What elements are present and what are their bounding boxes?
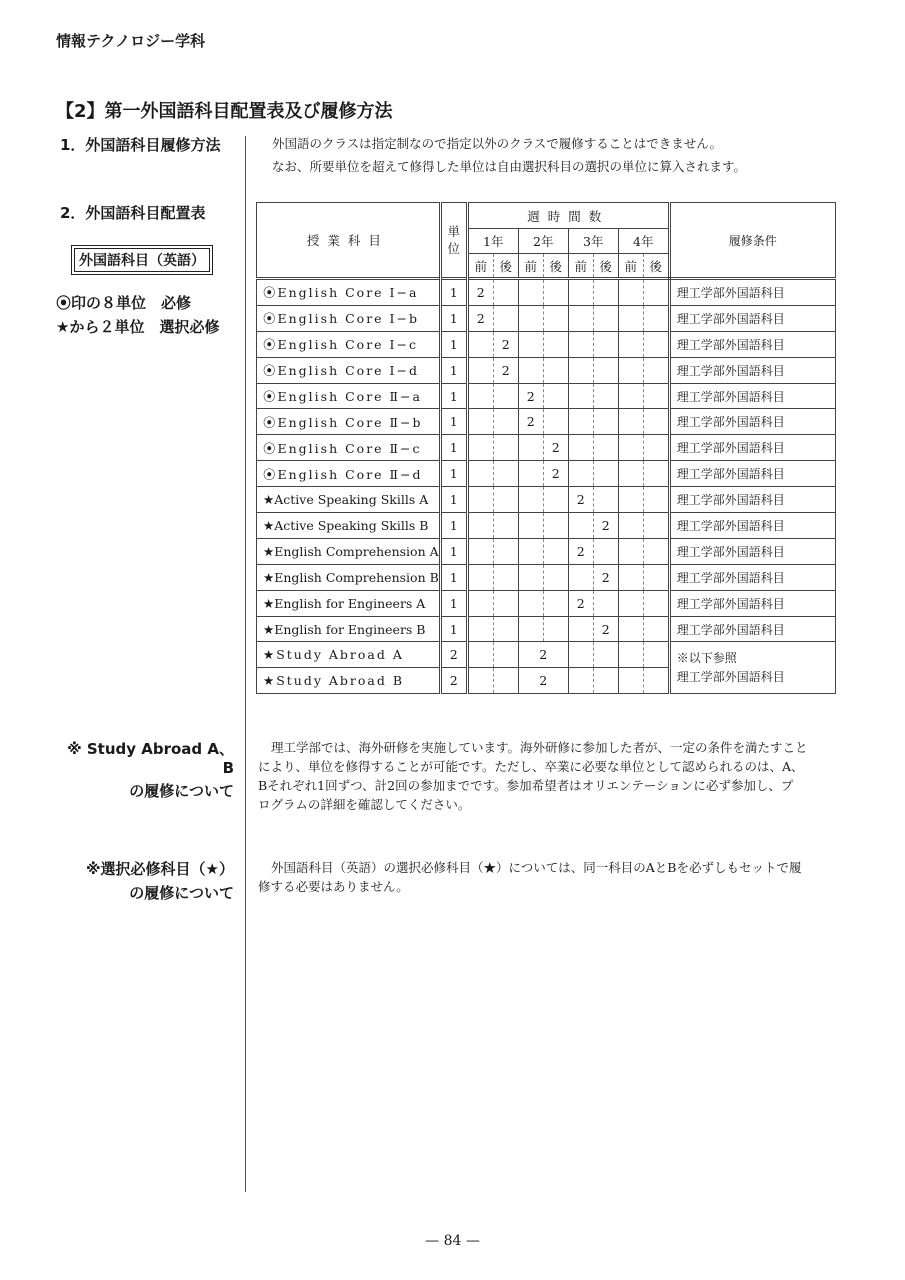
weekly-hours-cell: 2 bbox=[518, 383, 543, 409]
course-units: 1 bbox=[440, 305, 467, 331]
weekly-hours-cell bbox=[467, 409, 493, 435]
weekly-hours-cell bbox=[543, 487, 568, 513]
course-units: 1 bbox=[440, 461, 467, 487]
elective-label-line: の履修について bbox=[129, 884, 234, 902]
study-abroad-label-line: ※ Study Abroad A、B bbox=[67, 740, 234, 777]
placement-label: 2．外国語科目配置表 bbox=[60, 204, 206, 222]
weekly-hours-cell bbox=[643, 383, 669, 409]
weekly-hours-cell bbox=[467, 357, 493, 383]
second-term-header: 後 bbox=[643, 254, 669, 279]
first-term-header: 前 bbox=[618, 254, 643, 279]
weekly-hours-cell bbox=[593, 642, 618, 668]
weekly-hours-cell bbox=[493, 513, 518, 539]
weekly-hours-cell bbox=[493, 616, 518, 642]
year-3-header: 3年 bbox=[568, 229, 618, 254]
study-abroad-line: 理工学部では、海外研修を実施しています。海外研修に参加した者が、一定の条件を満たすこと bbox=[271, 740, 808, 755]
weekly-hours-cell: 2 bbox=[593, 616, 618, 642]
weekly-hours-cell bbox=[618, 564, 643, 590]
course-name: ★English Comprehension B bbox=[257, 564, 441, 590]
table-row bbox=[257, 357, 836, 383]
weekly-hours-cell bbox=[593, 668, 618, 694]
weekly-hours-cell bbox=[493, 590, 518, 616]
weekly-hours-cell: 2 bbox=[543, 461, 568, 487]
weekly-hours-cell bbox=[543, 357, 568, 383]
elective-label-line: ※選択必修科目（★） bbox=[85, 860, 234, 878]
course-units: 1 bbox=[440, 616, 467, 642]
weekly-hours-cell bbox=[493, 383, 518, 409]
weekly-hours-cell bbox=[518, 461, 543, 487]
first-term-header: 前 bbox=[467, 254, 493, 279]
condition-cell: 理工学部外国語科目 bbox=[669, 461, 835, 487]
weekly-hours-cell bbox=[568, 435, 593, 461]
weekly-hours-cell bbox=[643, 279, 669, 306]
method-line: なお、所要単位を超えて修得した単位は自由選択科目の選択の単位に算入されます。 bbox=[272, 159, 747, 174]
table-row bbox=[257, 331, 836, 357]
condition-cell: 理工学部外国語科目 bbox=[669, 513, 835, 539]
weekly-hours-cell bbox=[518, 513, 543, 539]
table-row bbox=[257, 279, 836, 306]
weekly-hours-cell bbox=[543, 564, 568, 590]
condition-note: 理工学部外国語科目 bbox=[676, 669, 785, 684]
elective-line: 外国語科目（英語）の選択必修科目（★）については、同一科目のAとBを必ずしもセットで履 bbox=[271, 860, 802, 875]
table-row bbox=[257, 538, 836, 564]
weekly-hours-cell bbox=[518, 279, 543, 306]
weekly-hours-cell bbox=[618, 357, 643, 383]
study-abroad-line: Bそれぞれ1回ずつ、計2回の参加までです。参加希望者はオリエンテーションに必ず参加し、プ bbox=[258, 778, 794, 793]
weekly-hours-cell bbox=[593, 279, 618, 306]
course-name: ⦿English Core Ⅰ−b bbox=[257, 305, 441, 331]
condition-note: ※以下参照 bbox=[676, 650, 737, 665]
course-units: 1 bbox=[440, 409, 467, 435]
course-units: 2 bbox=[440, 642, 467, 668]
weekly-hours-cell bbox=[593, 383, 618, 409]
course-units: 1 bbox=[440, 383, 467, 409]
study-abroad-text bbox=[258, 738, 834, 814]
weekly-hours-cell: 2 bbox=[467, 305, 493, 331]
weekly-hours-cell bbox=[618, 409, 643, 435]
weekly-hours-cell bbox=[593, 409, 618, 435]
condition-cell: 理工学部外国語科目 bbox=[669, 279, 835, 306]
weekly-hours-cell bbox=[643, 513, 669, 539]
weekly-hours-cell: 2 bbox=[593, 564, 618, 590]
course-name: ★English for Engineers A bbox=[257, 590, 441, 616]
section-title: 【2】第一外国語科目配置表及び履修方法 bbox=[56, 101, 393, 122]
course-table-body bbox=[257, 279, 836, 694]
course-name: ★Active Speaking Skills A bbox=[257, 487, 441, 513]
course-units: 1 bbox=[440, 513, 467, 539]
weekly-hours-cell bbox=[467, 590, 493, 616]
table-row bbox=[257, 642, 836, 668]
course-name: ⦿English Core Ⅱ−c bbox=[257, 435, 441, 461]
method-text bbox=[272, 134, 746, 176]
weekly-hours-cell bbox=[568, 409, 593, 435]
table-row bbox=[257, 461, 836, 487]
weekly-hours-cell bbox=[518, 590, 543, 616]
weekly-hours-cell bbox=[543, 279, 568, 306]
weekly-hours-cell bbox=[568, 331, 593, 357]
weekly-hours-cell bbox=[518, 435, 543, 461]
course-name: ⦿English Core Ⅱ−a bbox=[257, 383, 441, 409]
weekly-hours-cell: 2 bbox=[518, 668, 568, 694]
weekly-hours-cell: 2 bbox=[568, 538, 593, 564]
weekly-hours-cell bbox=[618, 616, 643, 642]
weekly-hours-cell bbox=[543, 331, 568, 357]
weekly-hours-cell bbox=[618, 383, 643, 409]
condition-cell: 理工学部外国語科目 bbox=[669, 331, 835, 357]
weekly-hours-cell bbox=[593, 487, 618, 513]
weekly-hours-cell bbox=[618, 513, 643, 539]
table-row bbox=[257, 564, 836, 590]
weekly-hours-cell bbox=[643, 305, 669, 331]
course-units: 1 bbox=[440, 331, 467, 357]
weekly-hours-cell bbox=[618, 642, 643, 668]
second-term-header: 後 bbox=[493, 254, 518, 279]
table-row bbox=[257, 435, 836, 461]
units-header: 単位 bbox=[440, 203, 467, 279]
weekly-hours-cell bbox=[493, 642, 518, 668]
study-abroad-line: ログラムの詳細を確認してください。 bbox=[258, 797, 471, 812]
weekly-hours-cell bbox=[568, 383, 593, 409]
weekly-hours-cell bbox=[568, 357, 593, 383]
course-name: ★English for Engineers B bbox=[257, 616, 441, 642]
weekly-hours-cell bbox=[568, 564, 593, 590]
weekly-hours-cell bbox=[593, 538, 618, 564]
weekly-hours-cell bbox=[643, 487, 669, 513]
weekly-hours-cell bbox=[618, 590, 643, 616]
course-units: 1 bbox=[440, 279, 467, 306]
weekly-hours-cell bbox=[518, 487, 543, 513]
weekly-hours-cell bbox=[643, 642, 669, 668]
weekly-hours-cell bbox=[593, 357, 618, 383]
table-row bbox=[257, 590, 836, 616]
weekly-hours-cell bbox=[467, 383, 493, 409]
method-line: 外国語のクラスは指定制なので指定以外のクラスで履修することはできません。 bbox=[272, 136, 723, 151]
weekly-hours-cell bbox=[643, 616, 669, 642]
year-1-header: 1年 bbox=[467, 229, 518, 254]
weekly-hours-cell: 2 bbox=[493, 331, 518, 357]
weekly-hours-cell bbox=[467, 487, 493, 513]
page-number: — 84 — bbox=[425, 1233, 480, 1249]
weekly-hours-cell: 2 bbox=[593, 513, 618, 539]
table-row bbox=[257, 305, 836, 331]
weekly-hours-cell bbox=[643, 357, 669, 383]
weekly-hours-cell bbox=[568, 668, 593, 694]
required-rule: ⦿印の８単位 必修 bbox=[56, 294, 192, 312]
weekly-hours-cell bbox=[493, 461, 518, 487]
weekly-hours-cell bbox=[568, 616, 593, 642]
weekly-hours-cell bbox=[643, 461, 669, 487]
weekly-hours-cell bbox=[467, 461, 493, 487]
course-units: 1 bbox=[440, 538, 467, 564]
subject-badge: 外国語科目（英語） bbox=[74, 248, 210, 272]
course-units: 1 bbox=[440, 487, 467, 513]
weekly-hours-cell bbox=[467, 642, 493, 668]
course-units: 1 bbox=[440, 590, 467, 616]
elective-text bbox=[258, 858, 834, 896]
second-term-header: 後 bbox=[593, 254, 618, 279]
weekly-hours-cell bbox=[568, 461, 593, 487]
weekly-hours-cell bbox=[568, 513, 593, 539]
table-row bbox=[257, 513, 836, 539]
course-units: 1 bbox=[440, 564, 467, 590]
weekly-hours-cell: 2 bbox=[568, 487, 593, 513]
weekly-hours-cell bbox=[467, 538, 493, 564]
weekly-hours-cell bbox=[593, 461, 618, 487]
weekly-hours-cell bbox=[493, 279, 518, 306]
weekly-hours-cell: 2 bbox=[568, 590, 593, 616]
condition-cell: 理工学部外国語科目 bbox=[669, 538, 835, 564]
weekly-hours-cell bbox=[643, 564, 669, 590]
weekly-hours-cell bbox=[593, 590, 618, 616]
method-label: 1．外国語科目履修方法 bbox=[60, 136, 221, 154]
weekly-hours-cell bbox=[467, 513, 493, 539]
weekly-hours-cell: 2 bbox=[518, 409, 543, 435]
course-name: ⦿English Core Ⅰ−a bbox=[257, 279, 441, 306]
weekly-hours-cell bbox=[467, 668, 493, 694]
weekly-hours-cell bbox=[618, 305, 643, 331]
weekly-hours-cell bbox=[643, 435, 669, 461]
condition-cell: 理工学部外国語科目 bbox=[669, 590, 835, 616]
course-table bbox=[256, 202, 836, 694]
weekly-hours-cell bbox=[493, 305, 518, 331]
weekly-hours-cell: 2 bbox=[543, 435, 568, 461]
course-name: ★English Comprehension A bbox=[257, 538, 441, 564]
weekly-hours-cell bbox=[618, 279, 643, 306]
study-abroad-label-line: の履修について bbox=[129, 782, 234, 800]
weekly-hours-cell bbox=[618, 538, 643, 564]
course-name: ★Study Abroad B bbox=[257, 668, 441, 694]
weekly-hours-cell bbox=[543, 538, 568, 564]
year-4-header: 4年 bbox=[618, 229, 669, 254]
weekly-hours-cell bbox=[568, 642, 593, 668]
weekly-hours-cell bbox=[568, 279, 593, 306]
weekly-hours-cell bbox=[493, 487, 518, 513]
weekly-hours-cell bbox=[493, 668, 518, 694]
course-units: 2 bbox=[440, 668, 467, 694]
department-name: 情報テクノロジー学科 bbox=[56, 32, 206, 50]
course-name: ★Active Speaking Skills B bbox=[257, 513, 441, 539]
condition-cell: 理工学部外国語科目 bbox=[669, 564, 835, 590]
weekly-hours-cell: 2 bbox=[493, 357, 518, 383]
course-name: ★Study Abroad A bbox=[257, 642, 441, 668]
weekly-hours-cell bbox=[643, 331, 669, 357]
condition-cell bbox=[669, 642, 835, 694]
first-term-header: 前 bbox=[568, 254, 593, 279]
condition-cell: 理工学部外国語科目 bbox=[669, 409, 835, 435]
weekly-hours-cell bbox=[467, 616, 493, 642]
weekly-hours-cell: 2 bbox=[467, 279, 493, 306]
weekly-hours-cell bbox=[518, 564, 543, 590]
weekly-hours-cell: 2 bbox=[518, 642, 568, 668]
weekly-hours-cell bbox=[618, 435, 643, 461]
second-term-header: 後 bbox=[543, 254, 568, 279]
elective-label bbox=[56, 858, 234, 903]
weekly-hours-cell bbox=[593, 331, 618, 357]
weekly-hours-cell bbox=[618, 331, 643, 357]
course-name: ⦿English Core Ⅰ−c bbox=[257, 331, 441, 357]
condition-cell: 理工学部外国語科目 bbox=[669, 487, 835, 513]
table-row bbox=[257, 616, 836, 642]
condition-cell: 理工学部外国語科目 bbox=[669, 357, 835, 383]
course-units: 1 bbox=[440, 357, 467, 383]
weekly-hours-cell bbox=[493, 409, 518, 435]
year-2-header: 2年 bbox=[518, 229, 568, 254]
course-header: 授業科目 bbox=[257, 203, 441, 279]
weekly-hours-cell bbox=[593, 435, 618, 461]
weekly-hours-cell bbox=[543, 409, 568, 435]
condition-cell: 理工学部外国語科目 bbox=[669, 305, 835, 331]
weekly-hours-cell bbox=[543, 513, 568, 539]
course-name: ⦿English Core Ⅰ−d bbox=[257, 357, 441, 383]
elective-line: 修する必要はありません。 bbox=[258, 879, 409, 894]
condition-header: 履修条件 bbox=[669, 203, 835, 279]
weekly-hours-cell bbox=[643, 409, 669, 435]
course-units: 1 bbox=[440, 435, 467, 461]
course-name: ⦿English Core Ⅱ−b bbox=[257, 409, 441, 435]
weekly-hours-cell bbox=[643, 538, 669, 564]
weekly-hours-cell bbox=[518, 305, 543, 331]
course-name: ⦿English Core Ⅱ−d bbox=[257, 461, 441, 487]
weekly-hours-cell bbox=[518, 538, 543, 564]
weekly-hours-cell bbox=[518, 616, 543, 642]
weekly-hours-cell bbox=[593, 305, 618, 331]
table-row bbox=[257, 383, 836, 409]
weekly-hours-cell bbox=[543, 590, 568, 616]
condition-cell: 理工学部外国語科目 bbox=[669, 435, 835, 461]
column-divider bbox=[245, 136, 246, 1192]
weekly-hours-cell bbox=[493, 538, 518, 564]
weekly-hours-cell bbox=[518, 331, 543, 357]
weekly-hours-cell bbox=[518, 357, 543, 383]
table-row bbox=[257, 487, 836, 513]
table-row bbox=[257, 409, 836, 435]
weekly-hours-cell bbox=[493, 435, 518, 461]
weekly-hours-cell bbox=[467, 331, 493, 357]
weekly-hours-cell bbox=[618, 461, 643, 487]
weekly-hours-cell bbox=[568, 305, 593, 331]
weekly-hours-cell bbox=[543, 383, 568, 409]
condition-cell: 理工学部外国語科目 bbox=[669, 616, 835, 642]
study-abroad-line: により、単位を修得することが可能です。ただし、卒業に必要な単位として認められるのは、A、 bbox=[258, 759, 804, 774]
condition-cell: 理工学部外国語科目 bbox=[669, 383, 835, 409]
weekly-hours-cell bbox=[643, 668, 669, 694]
study-abroad-label bbox=[56, 738, 234, 801]
weekly-hours-cell bbox=[467, 435, 493, 461]
weekly-hours-header: 週時間数 bbox=[467, 203, 669, 229]
first-term-header: 前 bbox=[518, 254, 543, 279]
weekly-hours-cell bbox=[543, 616, 568, 642]
weekly-hours-cell bbox=[493, 564, 518, 590]
weekly-hours-cell bbox=[618, 487, 643, 513]
elective-rule: ★から２単位 選択必修 bbox=[56, 318, 220, 336]
weekly-hours-cell bbox=[467, 564, 493, 590]
weekly-hours-cell bbox=[543, 305, 568, 331]
weekly-hours-cell bbox=[618, 668, 643, 694]
weekly-hours-cell bbox=[643, 590, 669, 616]
